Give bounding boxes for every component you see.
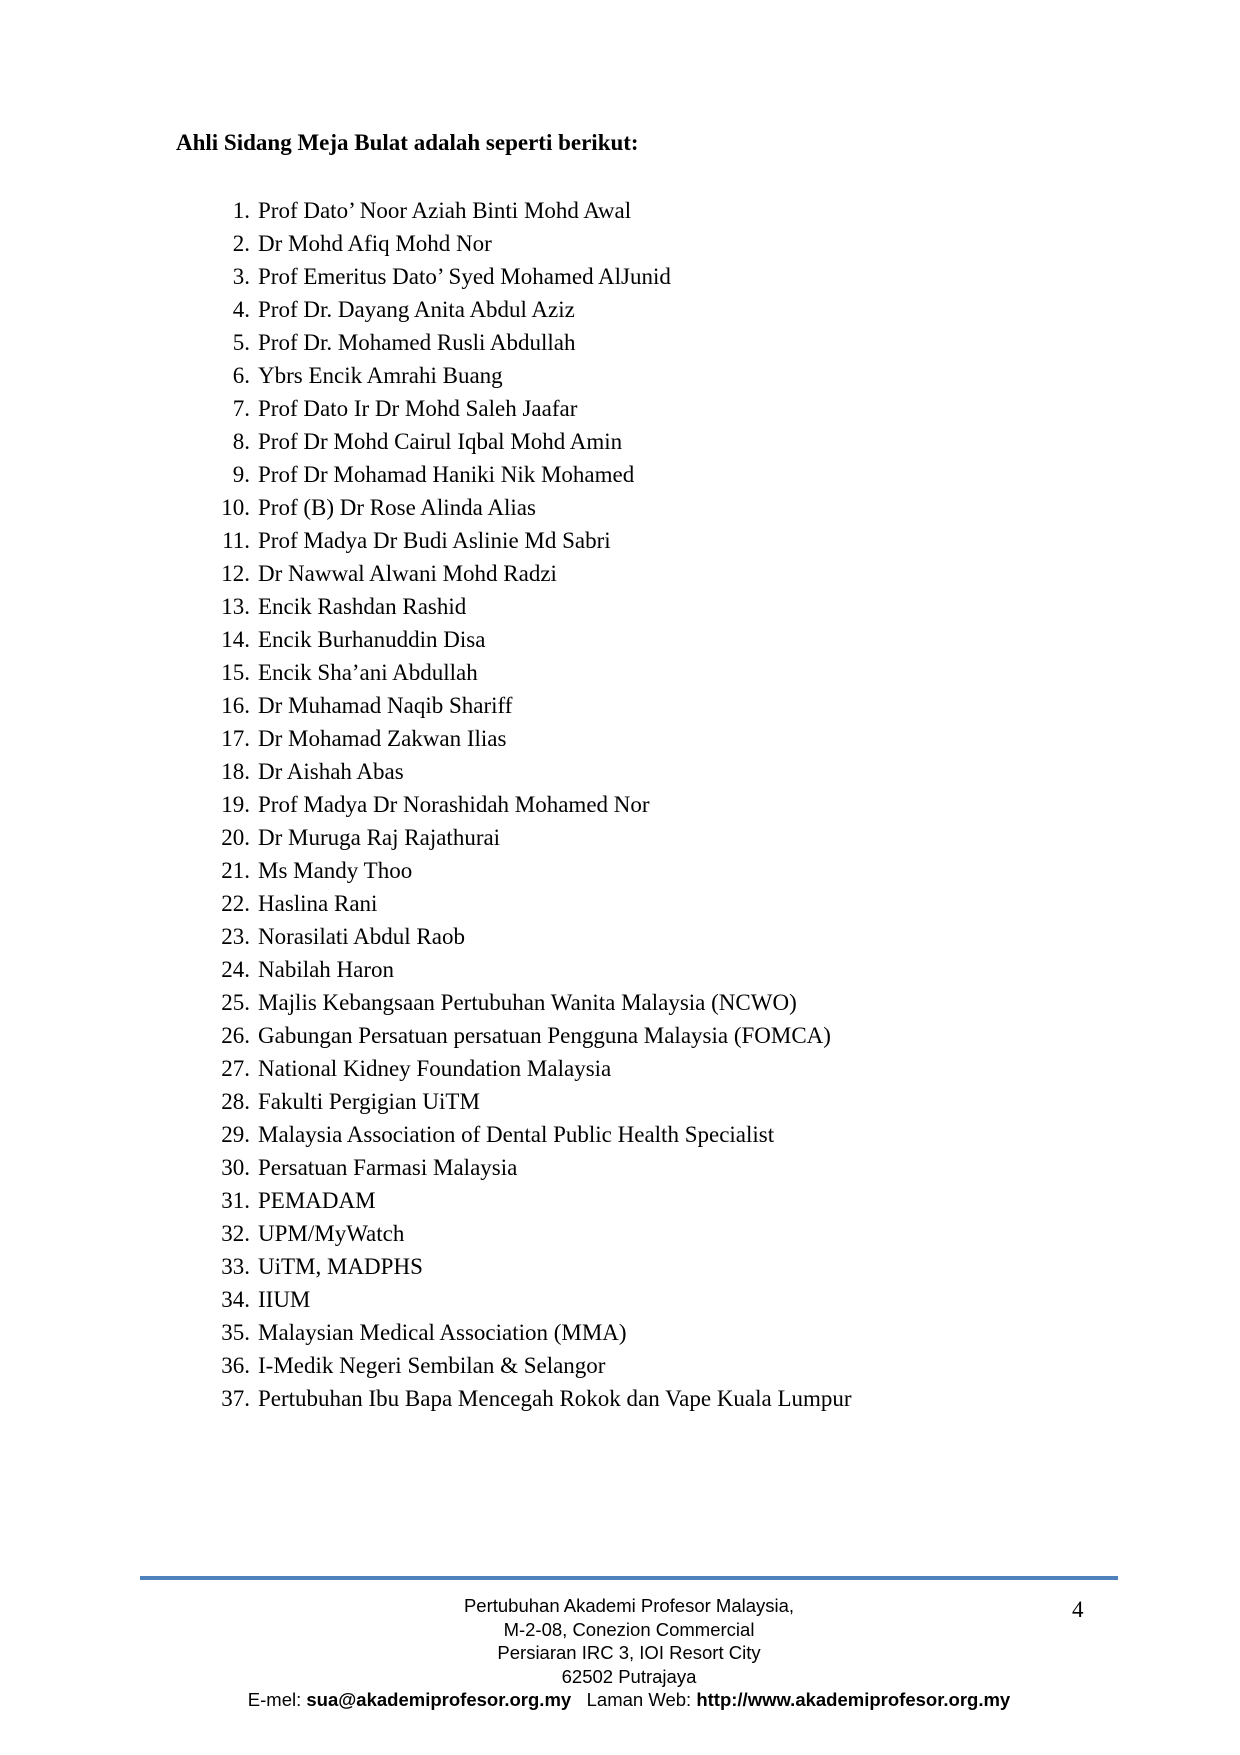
list-item bbox=[208, 623, 852, 656]
list-item bbox=[208, 590, 852, 623]
list-item bbox=[208, 986, 852, 1019]
list-item bbox=[208, 1184, 852, 1217]
list-item-name: Norasilati Abdul Raob bbox=[258, 924, 465, 949]
list-item bbox=[208, 1283, 852, 1316]
list-item-name: Nabilah Haron bbox=[258, 957, 395, 982]
footer-address-line: M-2-08, Conezion Commercial bbox=[503, 1618, 755, 1640]
list-item-number: 13. bbox=[221, 594, 250, 619]
list-item bbox=[208, 1250, 852, 1283]
list-item-name: Prof Dr. Mohamed Rusli Abdullah bbox=[258, 330, 576, 355]
list-item-number: 18. bbox=[221, 759, 250, 784]
list-item-number: 1. bbox=[232, 198, 250, 223]
list-item-number: 32. bbox=[221, 1221, 250, 1246]
list-item-name: Pertubuhan Ibu Bapa Mencegah Rokok dan Vape Kuala Lumpur bbox=[258, 1386, 852, 1411]
list-item bbox=[208, 689, 852, 722]
list-item bbox=[208, 491, 852, 524]
list-item-name: Dr Mohamad Zakwan Ilias bbox=[258, 726, 507, 751]
list-item-number: 10. bbox=[221, 495, 250, 520]
website-link[interactable]: http://www.akademiprofesor.org.my bbox=[696, 1689, 1011, 1710]
list-item-number: 37. bbox=[221, 1386, 250, 1411]
list-item bbox=[208, 293, 852, 326]
list-item-name: Majlis Kebangsaan Pertubuhan Wanita Malaysia (NCWO) bbox=[258, 990, 797, 1015]
list-item bbox=[208, 194, 852, 227]
list-item-number: 14. bbox=[221, 627, 250, 652]
list-item bbox=[208, 1151, 852, 1184]
list-item-number: 6. bbox=[232, 363, 250, 388]
list-item-name: UiTM, MADPHS bbox=[258, 1254, 423, 1279]
list-item-number: 20. bbox=[221, 825, 250, 850]
list-item-name: Dr Muhamad Naqib Shariff bbox=[258, 693, 513, 718]
web-label: Laman Web: bbox=[586, 1689, 692, 1710]
list-item bbox=[208, 854, 852, 887]
list-item-number: 7. bbox=[232, 396, 250, 421]
list-item-name: Ybrs Encik Amrahi Buang bbox=[258, 363, 503, 388]
list-item-name: PEMADAM bbox=[258, 1188, 376, 1213]
list-item-name: Persatuan Farmasi Malaysia bbox=[258, 1155, 518, 1180]
list-item-name: IIUM bbox=[258, 1287, 311, 1312]
list-item-number: 2. bbox=[232, 231, 250, 256]
list-item-name: Encik Sha’ani Abdullah bbox=[258, 660, 478, 685]
footer-address-line: 62502 Putrajaya bbox=[561, 1665, 697, 1687]
list-item bbox=[208, 392, 852, 425]
list-item bbox=[208, 1019, 852, 1052]
list-item-number: 15. bbox=[221, 660, 250, 685]
list-item bbox=[208, 1349, 852, 1382]
list-item bbox=[208, 953, 852, 986]
list-item bbox=[208, 227, 852, 260]
list-item-number: 26. bbox=[221, 1023, 250, 1048]
list-item-name: Ms Mandy Thoo bbox=[258, 858, 413, 883]
list-item bbox=[208, 425, 852, 458]
list-item-name: UPM/MyWatch bbox=[258, 1221, 405, 1246]
list-item bbox=[208, 788, 852, 821]
list-item bbox=[208, 1316, 852, 1349]
list-item bbox=[208, 1382, 852, 1415]
list-item-number: 9. bbox=[232, 462, 250, 487]
page-number: 4 bbox=[1072, 1597, 1084, 1622]
member-list bbox=[208, 194, 852, 1415]
list-item bbox=[208, 524, 852, 557]
list-item-number: 23. bbox=[221, 924, 250, 949]
list-item-number: 33. bbox=[221, 1254, 250, 1279]
footer-address-line: Persiaran IRC 3, IOI Resort City bbox=[497, 1642, 761, 1663]
list-item-number: 25. bbox=[221, 990, 250, 1015]
list-item bbox=[208, 359, 852, 392]
list-item bbox=[208, 887, 852, 920]
list-item-number: 31. bbox=[221, 1188, 250, 1213]
footer-address-line: Pertubuhan Akademi Profesor Malaysia, bbox=[463, 1595, 795, 1616]
list-item bbox=[208, 821, 852, 854]
list-item bbox=[208, 458, 852, 491]
list-item-number: 22. bbox=[221, 891, 250, 916]
list-item bbox=[208, 722, 852, 755]
list-item-number: 19. bbox=[221, 792, 250, 817]
list-item-name: Haslina Rani bbox=[258, 891, 378, 916]
footer-contact-line bbox=[140, 1688, 1118, 1712]
list-item-number: 30. bbox=[221, 1155, 250, 1180]
list-item-number: 3. bbox=[232, 264, 250, 289]
list-item-name: Gabungan Persatuan persatuan Pengguna Malaysia (FOMCA) bbox=[258, 1023, 831, 1048]
list-item bbox=[208, 755, 852, 788]
list-item-number: 17. bbox=[221, 726, 250, 751]
list-item-number: 24. bbox=[221, 957, 250, 982]
list-item bbox=[208, 920, 852, 953]
list-item-name: Prof Dato’ Noor Aziah Binti Mohd Awal bbox=[258, 198, 632, 223]
list-item bbox=[208, 1217, 852, 1250]
list-item-name: Prof Emeritus Dato’ Syed Mohamed AlJunid bbox=[258, 264, 671, 289]
email-link[interactable]: sua@akademiprofesor.org.my bbox=[306, 1689, 572, 1710]
list-item-name: National Kidney Foundation Malaysia bbox=[258, 1056, 612, 1081]
list-item-name: Prof Dr. Dayang Anita Abdul Aziz bbox=[258, 297, 575, 322]
list-item bbox=[208, 557, 852, 590]
list-item-name: Prof Dato Ir Dr Mohd Saleh Jaafar bbox=[258, 396, 578, 421]
list-item-name: Dr Muruga Raj Rajathurai bbox=[258, 825, 501, 850]
list-item-name: Fakulti Pergigian UiTM bbox=[258, 1089, 480, 1114]
list-item-number: 34. bbox=[221, 1287, 250, 1312]
list-item bbox=[208, 1052, 852, 1085]
list-item-name: Dr Aishah Abas bbox=[258, 759, 404, 784]
list-item-name: Prof Madya Dr Budi Aslinie Md Sabri bbox=[258, 528, 611, 553]
list-item-name: Prof (B) Dr Rose Alinda Alias bbox=[258, 495, 536, 520]
list-item-number: 35. bbox=[221, 1320, 250, 1345]
list-item-name: Encik Rashdan Rashid bbox=[258, 594, 467, 619]
email-label: E-mel: bbox=[247, 1689, 302, 1710]
list-item-name: Malaysia Association of Dental Public Health Specialist bbox=[258, 1122, 775, 1147]
list-item-number: 28. bbox=[221, 1089, 250, 1114]
list-item-name: Prof Dr Mohamad Haniki Nik Mohamed bbox=[258, 462, 635, 487]
footer-divider bbox=[140, 1576, 1118, 1580]
list-item-name: Malaysian Medical Association (MMA) bbox=[258, 1320, 627, 1345]
list-item-name: Dr Nawwal Alwani Mohd Radzi bbox=[258, 561, 557, 586]
section-heading: Ahli Sidang Meja Bulat adalah seperti berikut: bbox=[176, 130, 639, 155]
list-item bbox=[208, 1118, 852, 1151]
list-item-number: 16. bbox=[221, 693, 250, 718]
list-item-name: Prof Dr Mohd Cairul Iqbal Mohd Amin bbox=[258, 429, 623, 454]
list-item-name: Encik Burhanuddin Disa bbox=[258, 627, 486, 652]
list-item-number: 29. bbox=[221, 1122, 250, 1147]
list-item bbox=[208, 326, 852, 359]
list-item-name: Dr Mohd Afiq Mohd Nor bbox=[258, 231, 492, 256]
list-item bbox=[208, 656, 852, 689]
list-item bbox=[208, 260, 852, 293]
list-item-name: Prof Madya Dr Norashidah Mohamed Nor bbox=[258, 792, 650, 817]
list-item-number: 36. bbox=[221, 1353, 250, 1378]
list-item-number: 21. bbox=[221, 858, 250, 883]
list-item-number: 12. bbox=[221, 561, 250, 586]
list-item-number: 8. bbox=[232, 429, 250, 454]
list-item-number: 5. bbox=[232, 330, 250, 355]
list-item bbox=[208, 1085, 852, 1118]
footer bbox=[140, 1594, 1118, 1712]
list-item-number: 11. bbox=[222, 528, 250, 553]
list-item-number: 4. bbox=[232, 297, 250, 322]
list-item-name: I-Medik Negeri Sembilan & Selangor bbox=[258, 1353, 606, 1378]
list-item-number: 27. bbox=[221, 1056, 250, 1081]
